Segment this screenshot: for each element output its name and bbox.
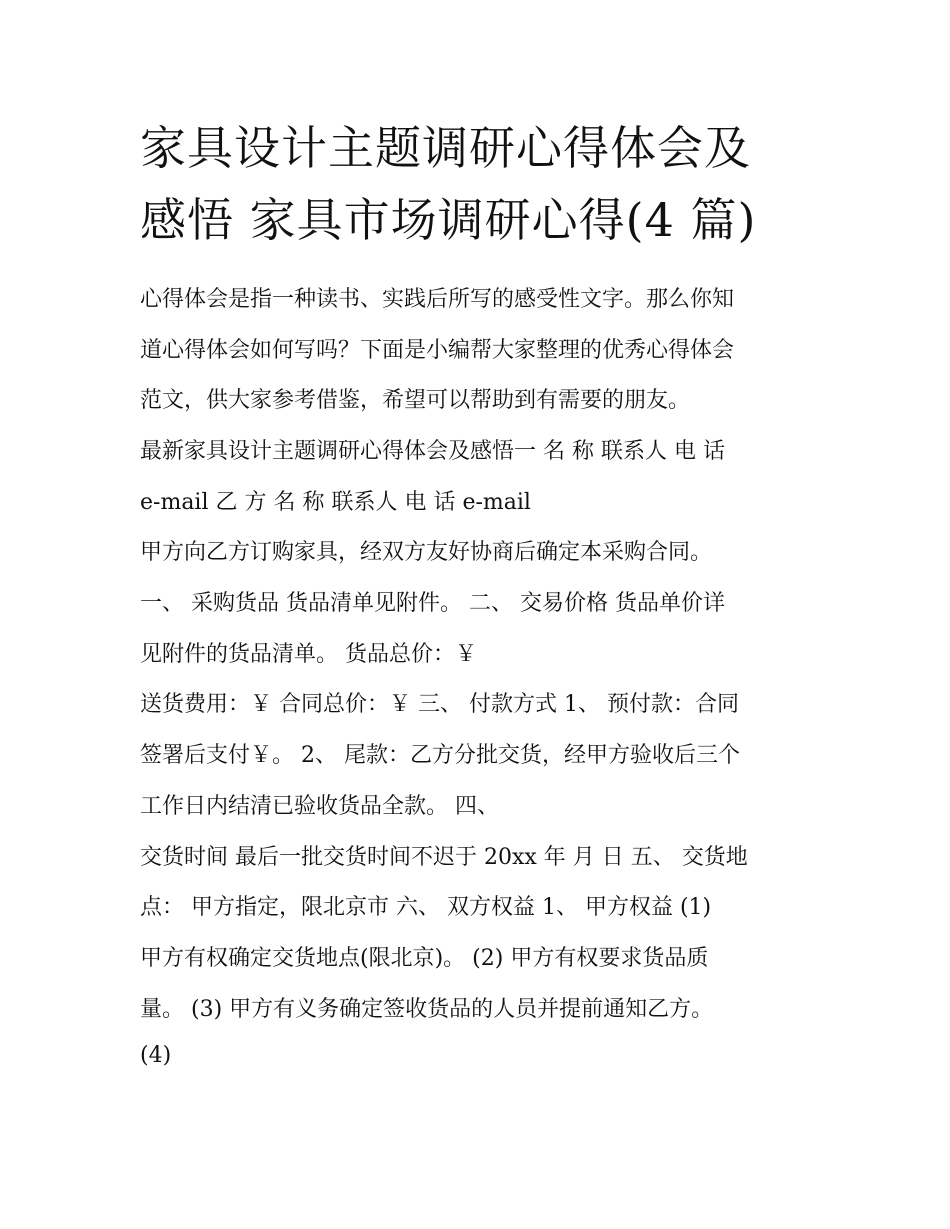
body-line: 道心得体会如何写吗？下面是小编帮大家整理的优秀心得体会 (140, 338, 735, 363)
body-line: 签署后支付￥。 2、 尾款：乙方分批交货，经甲方验收后三个 (140, 743, 740, 768)
body-line: 一、 采购货品 货品清单见附件。 二、 交易价格 货品单价详 (140, 591, 725, 616)
body-line: 范文，供大家参考借鉴，希望可以帮助到有需要的朋友。 (140, 388, 691, 413)
body-line: 交货时间 最后一批交货时间不迟于 20xx 年 月 日 五、 交货地 (140, 845, 748, 870)
body-line: (4) (140, 1043, 172, 1068)
title-line-2: 感悟 家具市场调研心得(4 篇) (140, 193, 757, 247)
body-line: 量。 (3) 甲方有义务确定签收货品的人员并提前通知乙方。 (140, 997, 714, 1022)
document-title (140, 112, 820, 256)
body-line: 工作日内结清已验收货品全款。 四、 (140, 794, 499, 819)
title-line-1: 家具设计主题调研心得体会及 (140, 121, 751, 175)
body-line: 送货费用：￥ 合同总价：￥ 三、 付款方式 1、 预付款：合同 (140, 692, 739, 717)
body-line: 心得体会是指一种读书、实践后所写的感受性文字。那么你知 (140, 287, 735, 312)
body-line: e-mail 乙 方 名 称 联系人 电 话 e-mail (140, 490, 531, 515)
body-line: 最新家具设计主题调研心得体会及感悟一 名 称 联系人 电 话 (140, 439, 725, 464)
body-line: 甲方向乙方订购家具，经双方友好协商后确定本采购合同。 (140, 540, 713, 565)
body-line: 甲方有权确定交货地点(限北京)。 (2) 甲方有权要求货品质 (140, 946, 709, 971)
body-line: 点： 甲方指定，限北京市 六、 双方权益 1、 甲方权益 (1) (140, 895, 712, 920)
body-line: 见附件的货品清单。 货品总价：￥ (140, 642, 477, 667)
